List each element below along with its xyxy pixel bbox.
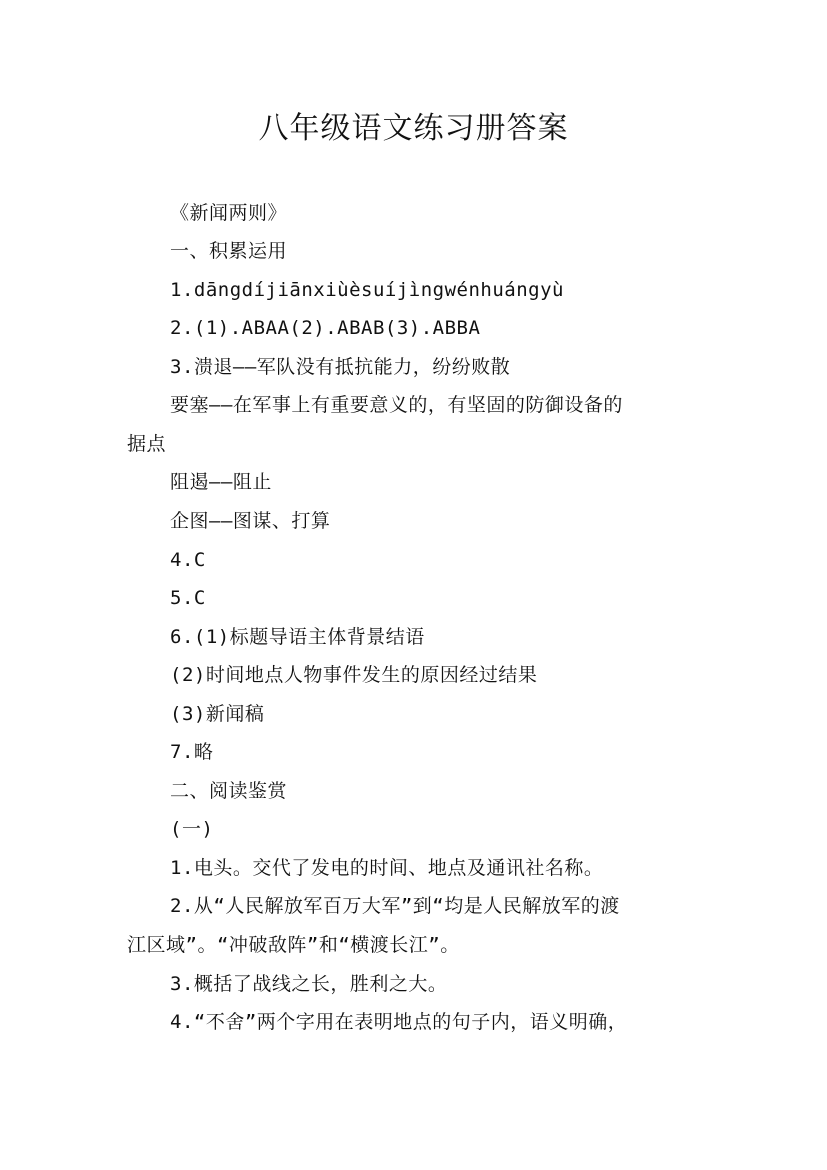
reading-answer-2: 2.从“人民解放军百万大军”到“均是人民解放军的渡 — [170, 895, 620, 917]
document-title: 八年级语文练习册答案 — [258, 111, 569, 146]
answer-line-6: 6.(1)标题导语主体背景结语 — [170, 626, 425, 648]
answer-line-3-continued: 据点 — [127, 433, 167, 455]
answer-line-3-qitu: 企图——图谋、打算 — [170, 510, 331, 532]
answer-line-6-3: (3)新闻稿 — [170, 703, 265, 725]
reading-answer-4: 4.“不舍”两个字用在表明地点的句子内，语义明确， — [170, 1011, 628, 1033]
answer-line-2: 2.(1).ABAA(2).ABAB(3).ABBA — [170, 317, 481, 339]
answer-line-3-yaosai: 要塞——在军事上有重要意义的，有坚固的防御设备的 — [170, 394, 623, 416]
reading-part-1-heading: (一) — [170, 818, 214, 840]
answer-line-1: 1.dāngdíjiānxiùèsuíjìngwénhuángyù — [170, 279, 564, 301]
answer-line-4: 4.C — [170, 549, 206, 571]
section-heading-news: 《新闻两则》 — [170, 202, 288, 224]
answer-line-6-2: (2)时间地点人物事件发生的原因经过结果 — [170, 664, 538, 686]
answer-line-7: 7.略 — [170, 741, 214, 763]
reading-answer-2-continued: 江区域”。“冲破敌阵”和“横渡长江”。 — [127, 934, 460, 956]
answer-line-3-zue: 阻遏——阻止 — [170, 471, 272, 493]
subsection-heading-reading: 二、阅读鉴赏 — [170, 780, 288, 802]
reading-answer-3: 3.概括了战线之长，胜利之大。 — [170, 973, 448, 995]
reading-answer-1: 1.电头。交代了发电的时间、地点及通讯社名称。 — [170, 857, 604, 879]
answer-line-5: 5.C — [170, 587, 206, 609]
answer-line-3: 3.溃退——军队没有抵抗能力，纷纷败散 — [170, 356, 511, 378]
subsection-heading-accumulation: 一、积累运用 — [170, 240, 288, 262]
